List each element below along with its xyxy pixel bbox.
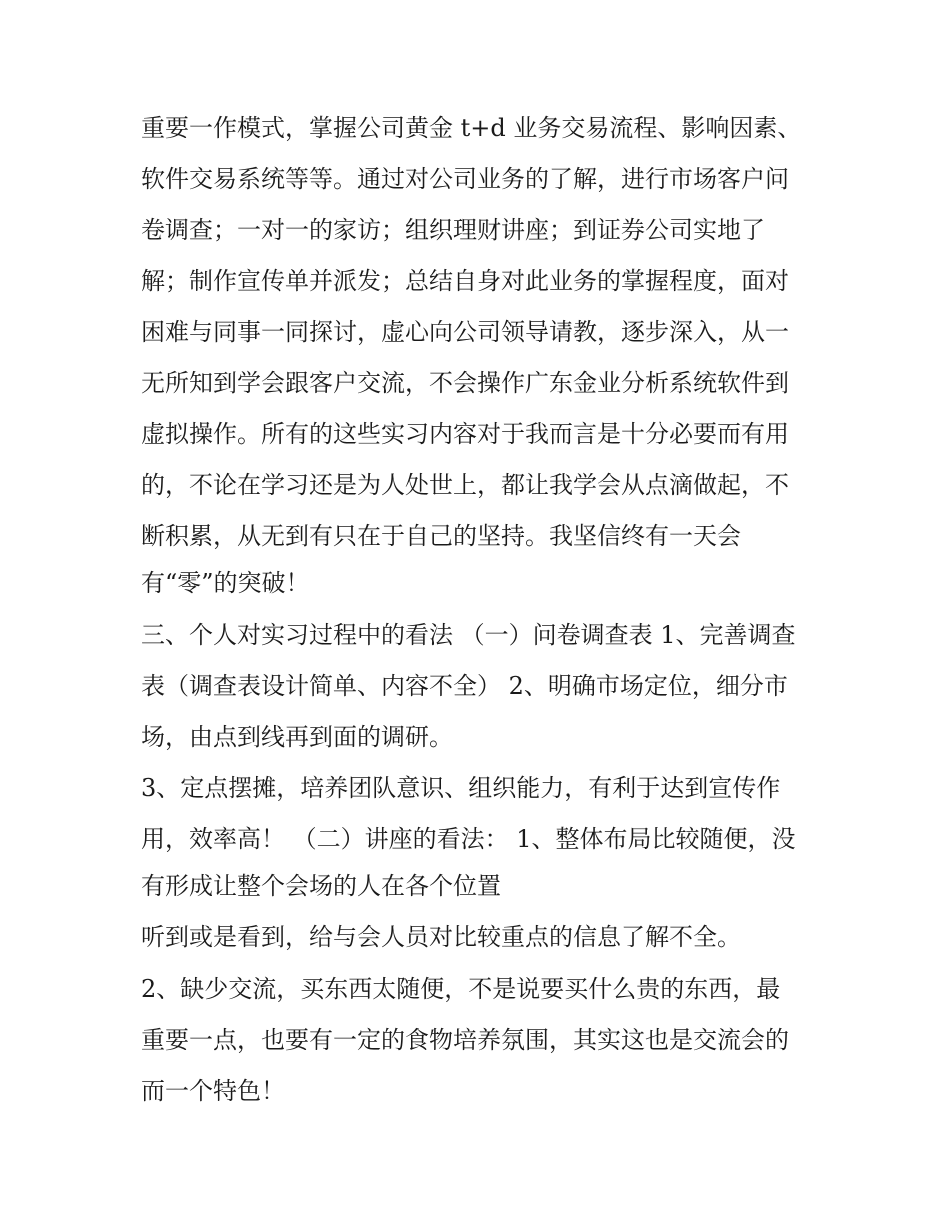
text-line-18: 2、缺少交流，买东西太随便，不是说要买什么贵的东西，最 <box>141 975 781 1003</box>
text-line-19: 重要一点，也要有一定的食物培养氛围，其实这也是交流会的 <box>141 1026 789 1054</box>
text-line-2: 软件交易系统等等。通过对公司业务的了解，进行市场客户问 <box>141 165 789 193</box>
text-line-14: 3、定点摆摊，培养团队意识、组织能力，有利于达到宣传作 <box>141 774 781 802</box>
text-line-17: 听到或是看到，给与会人员对比较重点的信息了解不全。 <box>141 923 741 951</box>
text-line-12: 表（调查表设计简单、内容不全） 2、明确市场定位，细分市 <box>141 672 788 700</box>
text-line-8: 的，不论在学习还是为人处世上，都让我学会从点滴做起，不 <box>141 471 789 499</box>
text-line-10: 有“零”的突破！ <box>141 569 310 597</box>
text-line-1: 重要一作模式，掌握公司黄金 t+d 业务交易流程、影响因素、 <box>141 114 802 142</box>
text-line-15: 用，效率高！ （二）讲座的看法： 1、整体布局比较随便，没 <box>141 825 796 853</box>
text-line-4: 解；制作宣传单并派发；总结自身对此业务的掌握程度，面对 <box>141 267 789 295</box>
text-line-6: 无所知到学会跟客户交流，不会操作广东金业分析系统软件到 <box>141 369 789 397</box>
text-line-9: 断积累，从无到有只在于自己的坚持。我坚信终有一天会 <box>141 522 741 550</box>
text-line-11: 三、个人对实习过程中的看法 （一）问卷调查表 1、完善调查 <box>141 621 796 649</box>
text-line-13: 场，由点到线再到面的调研。 <box>141 723 453 751</box>
text-line-20: 而一个特色！ <box>141 1077 285 1105</box>
text-line-7: 虚拟操作。所有的这些实习内容对于我而言是十分必要而有用 <box>141 420 789 448</box>
text-line-5: 困难与同事一同探讨，虚心向公司领导请教，逐步深入，从一 <box>141 318 789 346</box>
text-line-16: 有形成让整个会场的人在各个位置 <box>141 872 501 900</box>
text-line-3: 卷调查；一对一的家访；组织理财讲座；到证券公司实地了 <box>141 216 765 244</box>
